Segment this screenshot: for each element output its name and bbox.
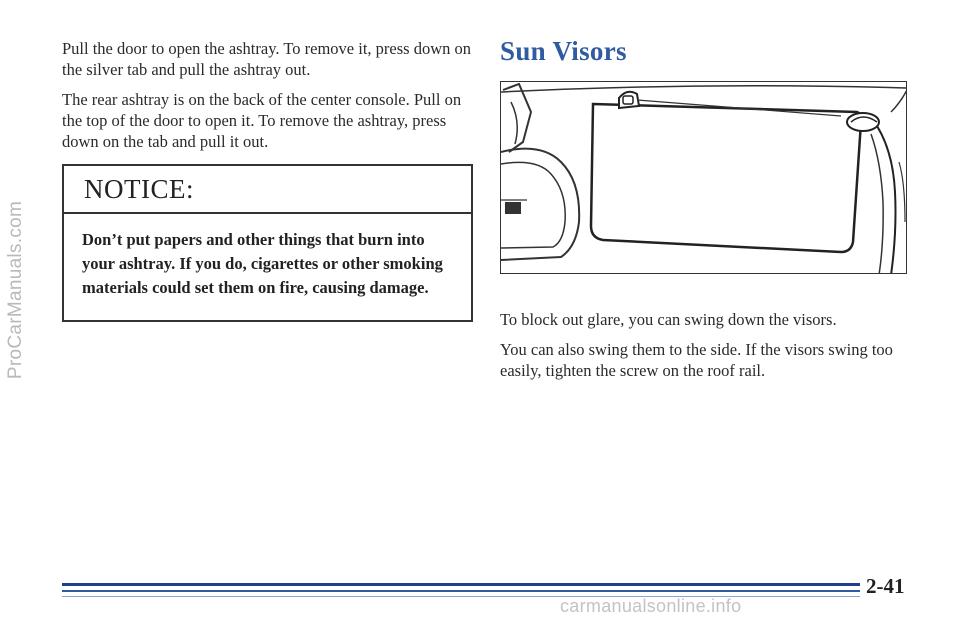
page-number: 2-41 <box>866 574 905 598</box>
right-column <box>500 36 920 390</box>
visor-paragraph-1: To block out glare, you can swing down the visors. <box>500 310 837 329</box>
footer-rule-thick <box>62 583 860 586</box>
left-column <box>62 38 477 161</box>
footer-rule-medium <box>62 590 860 592</box>
notice-box <box>62 164 473 322</box>
notice-heading: NOTICE: <box>64 166 471 214</box>
ashtray-paragraph-2: The rear ashtray is on the back of the center console. Pull on the top of the door to open it. To remove the ashtray, press down on the tab and pull it out. <box>62 90 462 151</box>
ashtray-paragraph-1: Pull the door to open the ashtray. To remove it, press down on the silver tab and pull the ashtray out. <box>62 39 471 79</box>
side-watermark-text: ProCarManuals.com <box>5 200 26 380</box>
section-title: Sun Visors <box>500 36 627 66</box>
visor-paragraph-2: You can also swing them to the side. If the visors swing too easily, tighten the screw on the roof rail. <box>500 340 893 380</box>
bottom-watermark: carmanualsonline.info <box>560 596 742 616</box>
notice-body: Don’t put papers and other things that burn into your ashtray. If you do, cigarettes or other smoking materials could set them on fire, causing damage. <box>82 230 443 297</box>
sun-visor-illustration-icon <box>501 82 907 274</box>
sun-visor-figure <box>500 81 907 274</box>
side-watermark <box>2 40 30 540</box>
